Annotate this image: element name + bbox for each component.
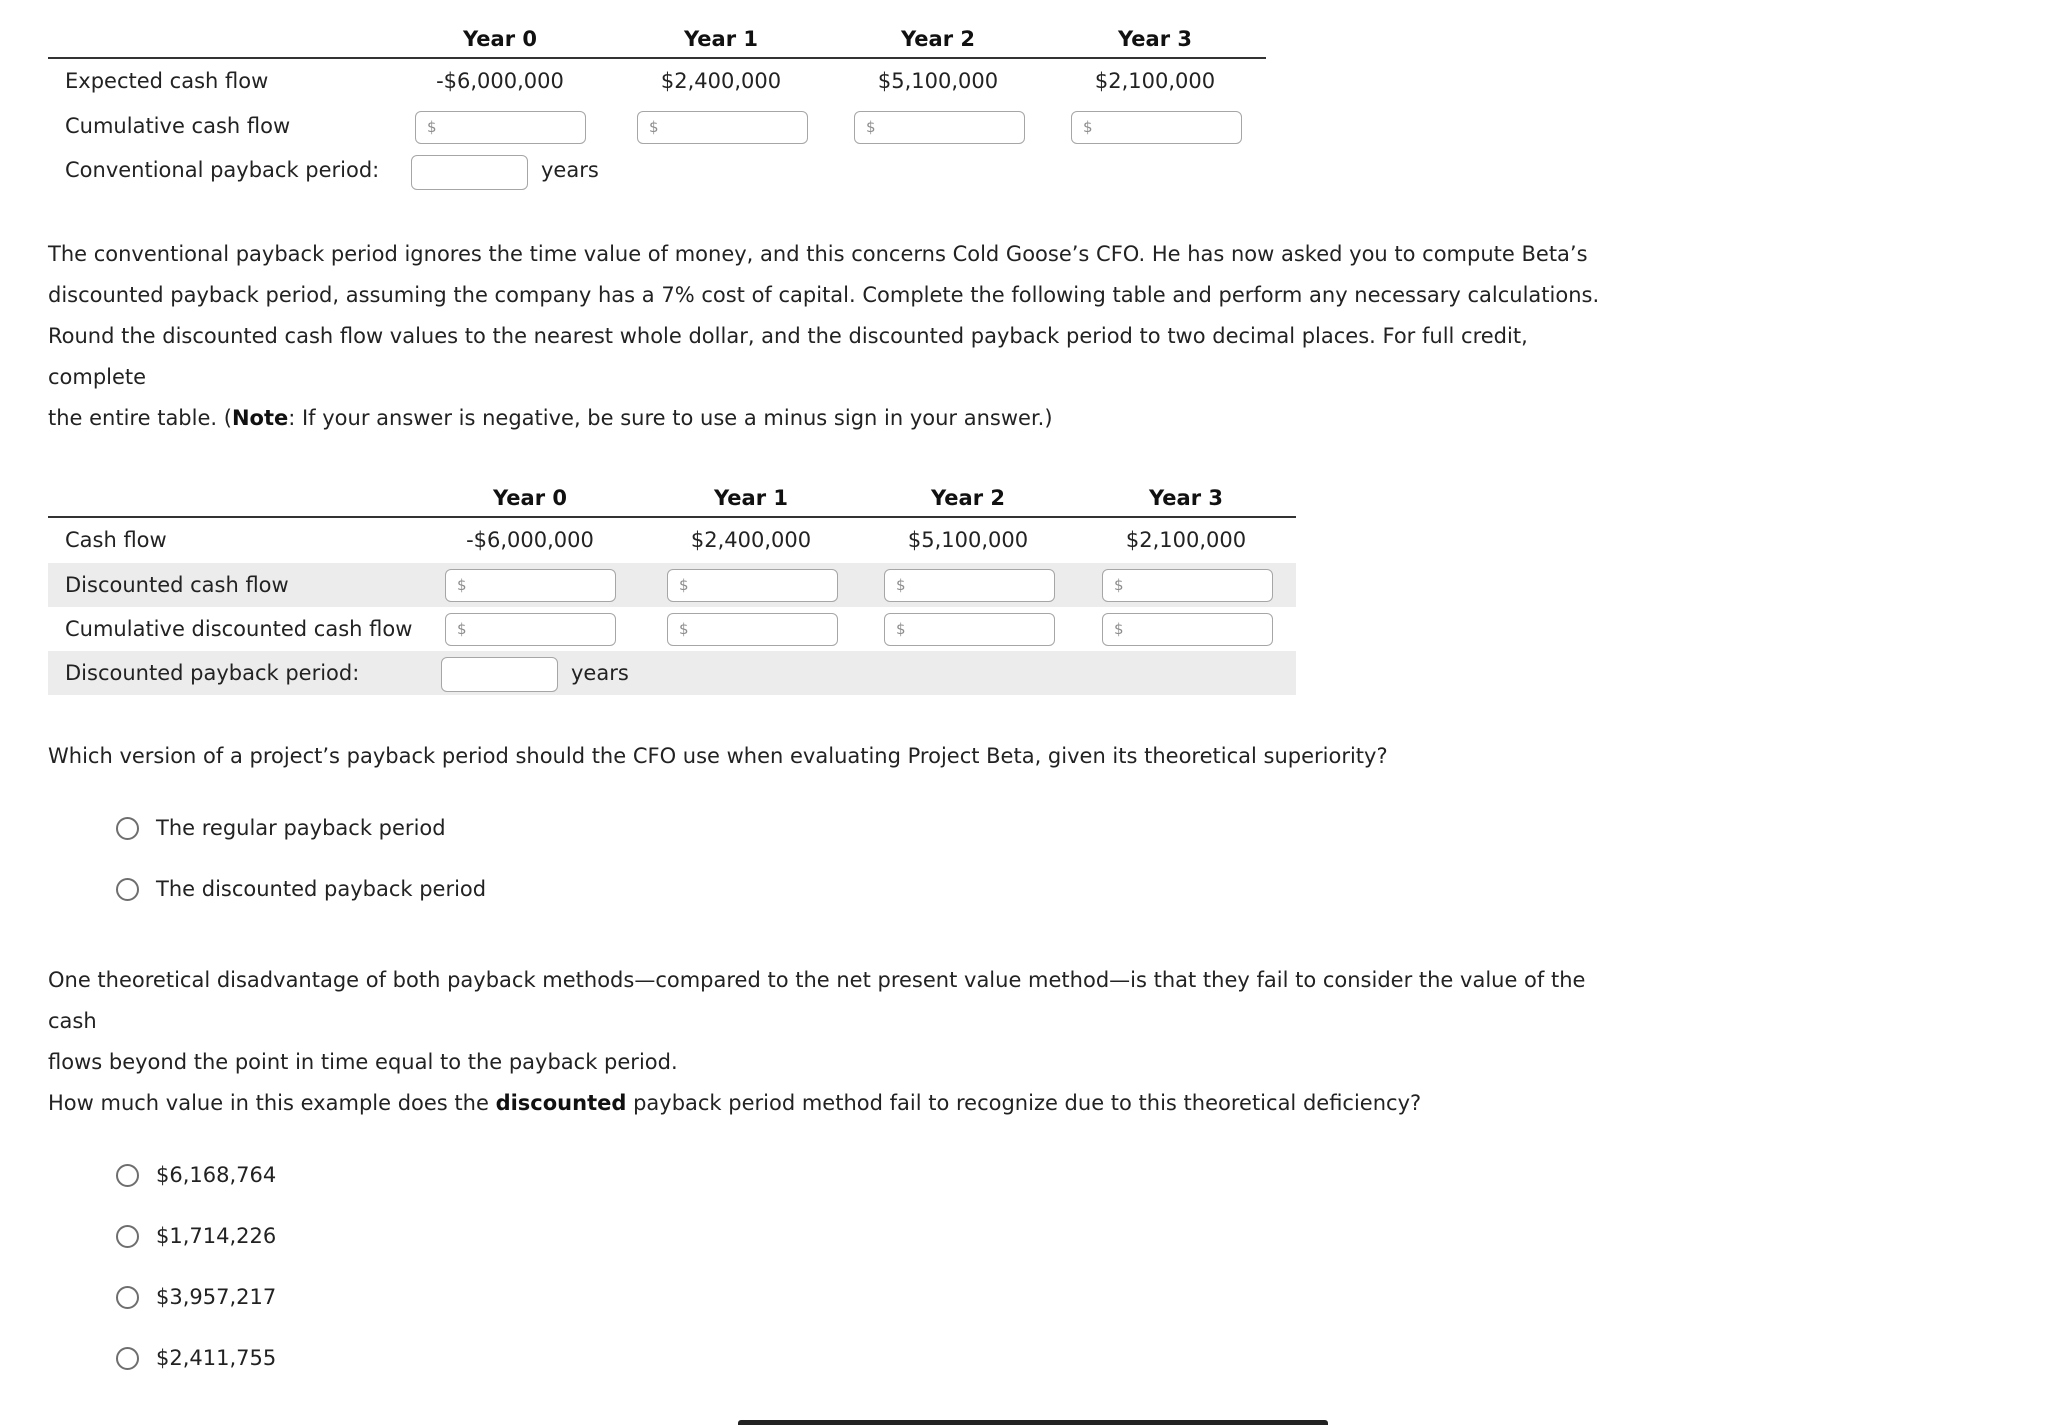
disadvantage-paragraph <box>48 960 1628 1083</box>
t2-discounted-year0-input[interactable] <box>472 573 607 597</box>
t2-cumulative-year0-input[interactable] <box>472 617 607 641</box>
q1-option-regular[interactable] <box>116 813 446 843</box>
question-2-bold: discounted <box>495 1091 627 1115</box>
t2-cumulative-year3-input[interactable] <box>1129 617 1264 641</box>
t2-header-year2: Year 2 <box>931 486 1005 510</box>
t2-discounted-year3-field[interactable] <box>1102 569 1273 602</box>
t1-payback-label: Conventional payback period: <box>65 158 380 182</box>
conventional-payback-input[interactable] <box>411 155 528 190</box>
instructions-line-1: The conventional payback period ignores the time value of money, and this concerns Cold Goose’s CFO. He has now asked you to compute Beta’s <box>48 242 1588 266</box>
currency-symbol: $ <box>457 620 467 638</box>
t2-cumulative-year1-input[interactable] <box>694 617 829 641</box>
t1-cumulative-label: Cumulative cash flow <box>65 114 291 138</box>
radio-button[interactable] <box>116 878 139 901</box>
t2-cumulative-label: Cumulative discounted cash flow <box>65 617 413 641</box>
instructions-line-2: discounted payback period, assuming the company has a 7% cost of capital. Complete the following table and perform any necessary calculations. <box>48 283 1600 307</box>
t2-cumulative-year1-field[interactable] <box>667 613 838 646</box>
t2-discounted-year0-field[interactable] <box>445 569 616 602</box>
t1-cumulative-year0-field[interactable] <box>415 111 586 144</box>
currency-symbol: $ <box>1083 118 1093 136</box>
bottom-button-edge <box>738 1420 1328 1425</box>
question-2-post: payback period method fail to recognize due to this theoretical deficiency? <box>626 1091 1422 1115</box>
t2-payback-label: Discounted payback period: <box>65 661 360 685</box>
t1-header-rule <box>48 57 1266 59</box>
t1-cumulative-year1-input[interactable] <box>664 115 799 139</box>
t2-cumulative-year2-input[interactable] <box>911 617 1046 641</box>
t1-cumulative-year3-field[interactable] <box>1071 111 1242 144</box>
radio-button[interactable] <box>116 1286 139 1309</box>
q2-option-3-label: $3,957,217 <box>156 1285 277 1309</box>
t2-discounted-year1-field[interactable] <box>667 569 838 602</box>
t2-discounted-label: Discounted cash flow <box>65 573 289 597</box>
t2-header-year1: Year 1 <box>714 486 788 510</box>
t1-expected-year2: $5,100,000 <box>877 69 999 93</box>
currency-symbol: $ <box>896 576 906 594</box>
currency-symbol: $ <box>1114 576 1124 594</box>
t2-years-unit: years <box>571 661 629 685</box>
instructions-paragraph <box>48 234 1608 439</box>
t2-cumulative-year0-field[interactable] <box>445 613 616 646</box>
discounted-payback-input[interactable] <box>441 657 558 692</box>
t2-discounted-year3-input[interactable] <box>1129 573 1264 597</box>
currency-symbol: $ <box>866 118 876 136</box>
t1-header-year2: Year 2 <box>901 27 975 51</box>
t2-cashflow-year1: $2,400,000 <box>690 528 812 552</box>
radio-button[interactable] <box>116 1164 139 1187</box>
t1-cumulative-year1-field[interactable] <box>637 111 808 144</box>
t2-cumulative-year2-field[interactable] <box>884 613 1055 646</box>
t1-header-year3: Year 3 <box>1118 27 1192 51</box>
t1-expected-label: Expected cash flow <box>65 69 269 93</box>
t2-header-year3: Year 3 <box>1149 486 1223 510</box>
currency-symbol: $ <box>427 118 437 136</box>
q2-option-2-label: $1,714,226 <box>156 1224 277 1248</box>
t2-discounted-year2-input[interactable] <box>911 573 1046 597</box>
currency-symbol: $ <box>679 576 689 594</box>
t2-cashflow-year0: -$6,000,000 <box>466 528 594 552</box>
t1-header-year1: Year 1 <box>684 27 758 51</box>
q1-option-discounted[interactable] <box>116 874 486 904</box>
t2-discounted-year2-field[interactable] <box>884 569 1055 602</box>
currency-symbol: $ <box>649 118 659 136</box>
t2-cashflow-year2: $5,100,000 <box>907 528 1029 552</box>
q2-option-4[interactable] <box>116 1343 276 1373</box>
disadvantage-line-2: flows beyond the point in time equal to the payback period. <box>48 1050 678 1074</box>
q2-option-1-label: $6,168,764 <box>156 1163 277 1187</box>
currency-symbol: $ <box>679 620 689 638</box>
question-2-pre: How much value in this example does the <box>48 1091 496 1115</box>
t2-header-year0: Year 0 <box>493 486 567 510</box>
t2-cumulative-year3-field[interactable] <box>1102 613 1273 646</box>
t1-cumulative-year2-input[interactable] <box>881 115 1016 139</box>
currency-symbol: $ <box>1114 620 1124 638</box>
t1-years-unit: years <box>541 158 599 182</box>
t1-cumulative-year2-field[interactable] <box>854 111 1025 144</box>
q1-option-regular-label: The regular payback period <box>156 816 446 840</box>
instructions-line-4-pre: the entire table. ( <box>48 406 232 430</box>
t1-cumulative-year0-input[interactable] <box>442 115 577 139</box>
t1-cumulative-year3-input[interactable] <box>1098 115 1233 139</box>
question-2-text <box>48 1083 1628 1124</box>
t2-cashflow-year3: $2,100,000 <box>1125 528 1247 552</box>
q2-option-1[interactable] <box>116 1160 276 1190</box>
disadvantage-line-1: One theoretical disadvantage of both payback methods—compared to the net present value method—is that they fail to consider the value of the cash <box>48 968 1586 1033</box>
question-1-text: Which version of a project’s payback period should the CFO use when evaluating Project Beta, given its theoretical superiority? <box>48 744 1388 768</box>
t2-header-rule <box>48 516 1296 518</box>
currency-symbol: $ <box>457 576 467 594</box>
q2-option-3[interactable] <box>116 1282 276 1312</box>
instructions-line-3: Round the discounted cash flow values to the nearest whole dollar, and the discounted payback period to two decimal places. For full credit, complete <box>48 324 1528 389</box>
t2-discounted-year1-input[interactable] <box>694 573 829 597</box>
t2-cashflow-label: Cash flow <box>65 528 167 552</box>
q2-option-2[interactable] <box>116 1221 276 1251</box>
q1-option-discounted-label: The discounted payback period <box>156 877 487 901</box>
currency-symbol: $ <box>896 620 906 638</box>
radio-button[interactable] <box>116 1347 139 1370</box>
t1-expected-year1: $2,400,000 <box>660 69 782 93</box>
instructions-line-4-post: : If your answer is negative, be sure to use a minus sign in your answer.) <box>288 406 1053 430</box>
t1-expected-year3: $2,100,000 <box>1094 69 1216 93</box>
note-label: Note <box>231 406 289 430</box>
instructions-line-4 <box>48 398 1608 439</box>
t1-expected-year0: -$6,000,000 <box>436 69 564 93</box>
t1-header-year0: Year 0 <box>463 27 537 51</box>
radio-button[interactable] <box>116 817 139 840</box>
q2-option-4-label: $2,411,755 <box>156 1346 277 1370</box>
radio-button[interactable] <box>116 1225 139 1248</box>
